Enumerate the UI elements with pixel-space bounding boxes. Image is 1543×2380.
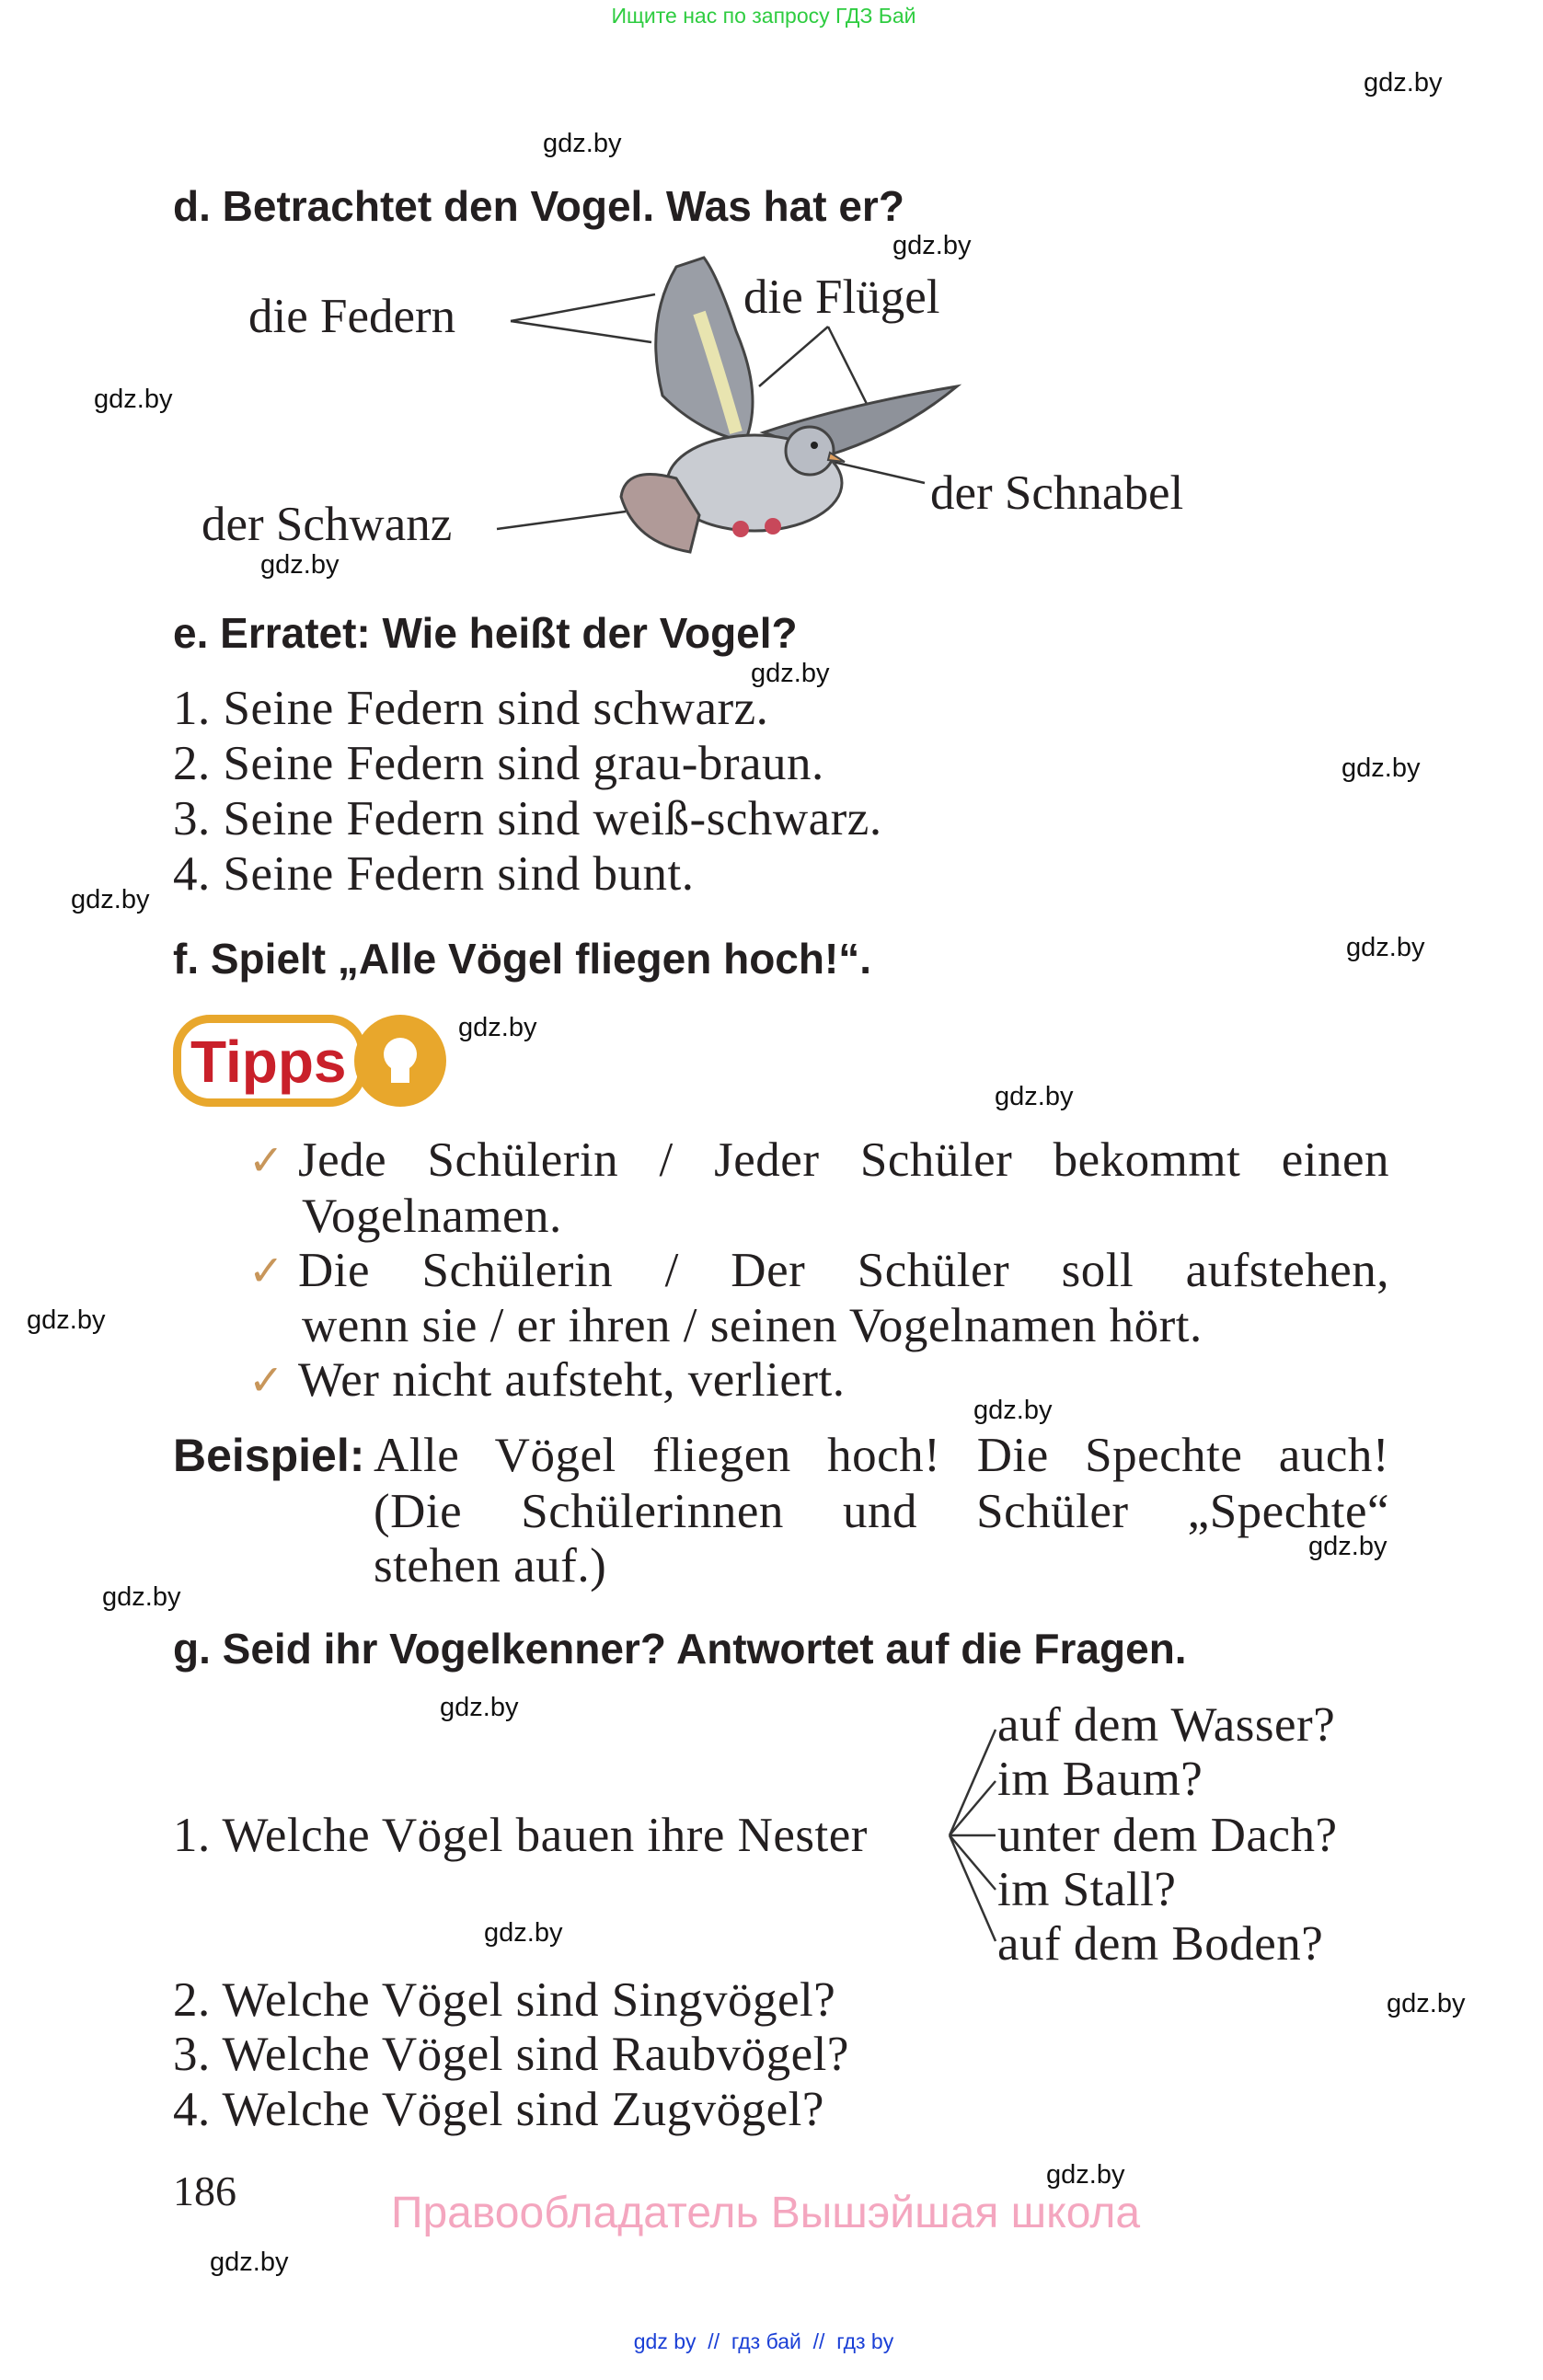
branch-lines bbox=[938, 1711, 1003, 1960]
watermark: gdz.by bbox=[484, 1918, 563, 1948]
option: auf dem Boden? bbox=[997, 1917, 1324, 1971]
option: auf dem Wasser? bbox=[997, 1698, 1336, 1752]
watermark: gdz.by bbox=[1046, 2160, 1125, 2190]
watermark: gdz.by bbox=[94, 385, 173, 414]
list-item: 2. Seine Federn sind grau-braun. bbox=[173, 737, 824, 790]
label-der-schnabel: der Schnabel bbox=[930, 466, 1184, 520]
watermark: gdz.by bbox=[1364, 68, 1443, 98]
example-line: (Die Schülerinnen und Schüler „Spechte“ bbox=[374, 1485, 1389, 1538]
tip-line: Vogelnamen. bbox=[302, 1190, 562, 1243]
page-number: 186 bbox=[173, 2167, 236, 2214]
list-item: 4. Seine Federn sind bunt. bbox=[173, 847, 695, 901]
option: im Stall? bbox=[997, 1863, 1177, 1916]
check-icon: ✓ bbox=[248, 1355, 284, 1405]
heading-g: g. Seid ihr Vogelkenner? Antwortet auf die Fragen. bbox=[173, 1625, 1187, 1673]
copyright-notice: Правообладатель Вышэйшая школа bbox=[390, 2189, 1141, 2237]
label-die-federn: die Federn bbox=[248, 290, 456, 343]
heading-f: f. Spielt „Alle Vögel fliegen hoch!“. bbox=[173, 935, 872, 983]
watermark: gdz.by bbox=[1341, 753, 1421, 783]
watermark: gdz.by bbox=[1308, 1532, 1388, 1561]
watermark: gdz.by bbox=[973, 1396, 1053, 1425]
list-item: 3. Seine Federn sind weiß-schwarz. bbox=[173, 792, 882, 845]
question: 3. Welche Vögel sind Raubvögel? bbox=[173, 2028, 849, 2081]
heading-d: d. Betrachtet den Vogel. Was hat er? bbox=[173, 182, 904, 230]
watermark: gdz.by bbox=[543, 129, 622, 158]
watermark: gdz.by bbox=[458, 1013, 537, 1042]
footer-links[interactable]: gdz by // гдз бай // гдз by bbox=[633, 2329, 894, 2353]
tip-line: Wer nicht aufsteht, verliert. bbox=[298, 1353, 846, 1407]
option: unter dem Dach? bbox=[997, 1809, 1338, 1862]
top-banner[interactable]: Ищите нас по запросу ГДЗ Бай bbox=[611, 4, 916, 28]
watermark: gdz.by bbox=[210, 2248, 289, 2277]
question: 4. Welche Vögel sind Zugvögel? bbox=[173, 2083, 824, 2136]
watermark: gdz.by bbox=[102, 1582, 181, 1612]
lightbulb-icon bbox=[354, 1015, 446, 1107]
watermark: gdz.by bbox=[1387, 1989, 1466, 2018]
watermark: gdz.by bbox=[751, 659, 830, 688]
list-item: 1. Seine Federn sind schwarz. bbox=[173, 682, 769, 735]
check-icon: ✓ bbox=[248, 1135, 284, 1185]
watermark: gdz.by bbox=[440, 1693, 519, 1722]
watermark: gdz.by bbox=[71, 885, 150, 914]
label-der-schwanz: der Schwanz bbox=[202, 498, 453, 551]
option: im Baum? bbox=[997, 1753, 1203, 1806]
tipps-logo bbox=[173, 1015, 366, 1107]
check-icon: ✓ bbox=[248, 1246, 284, 1295]
tip-line: wenn sie / er ihren / seinen Vogelnamen hört. bbox=[302, 1299, 1203, 1352]
example-line: Alle Vögel fliegen hoch! Die Spechte auch! bbox=[374, 1429, 1389, 1482]
watermark: gdz.by bbox=[260, 550, 340, 580]
label-die-fluegel: die Flügel bbox=[743, 270, 940, 324]
watermark: gdz.by bbox=[892, 231, 972, 260]
example-line: stehen auf.) bbox=[374, 1539, 607, 1592]
tip-line: Jede Schülerin / Jeder Schüler bekommt einen bbox=[298, 1133, 1389, 1187]
watermark: gdz.by bbox=[995, 1082, 1074, 1111]
example-label: Beispiel: bbox=[173, 1430, 365, 1481]
question-1: 1. Welche Vögel bauen ihre Nester bbox=[173, 1809, 868, 1862]
heading-e: e. Erratet: Wie heißt der Vogel? bbox=[173, 609, 798, 657]
tip-line: Die Schülerin / Der Schüler soll aufstehen, bbox=[298, 1244, 1389, 1297]
question: 2. Welche Vögel sind Singvögel? bbox=[173, 1973, 836, 2027]
watermark: gdz.by bbox=[1346, 933, 1425, 962]
watermark: gdz.by bbox=[27, 1305, 106, 1335]
tipps-logo-text: Tipps bbox=[190, 1029, 347, 1095]
